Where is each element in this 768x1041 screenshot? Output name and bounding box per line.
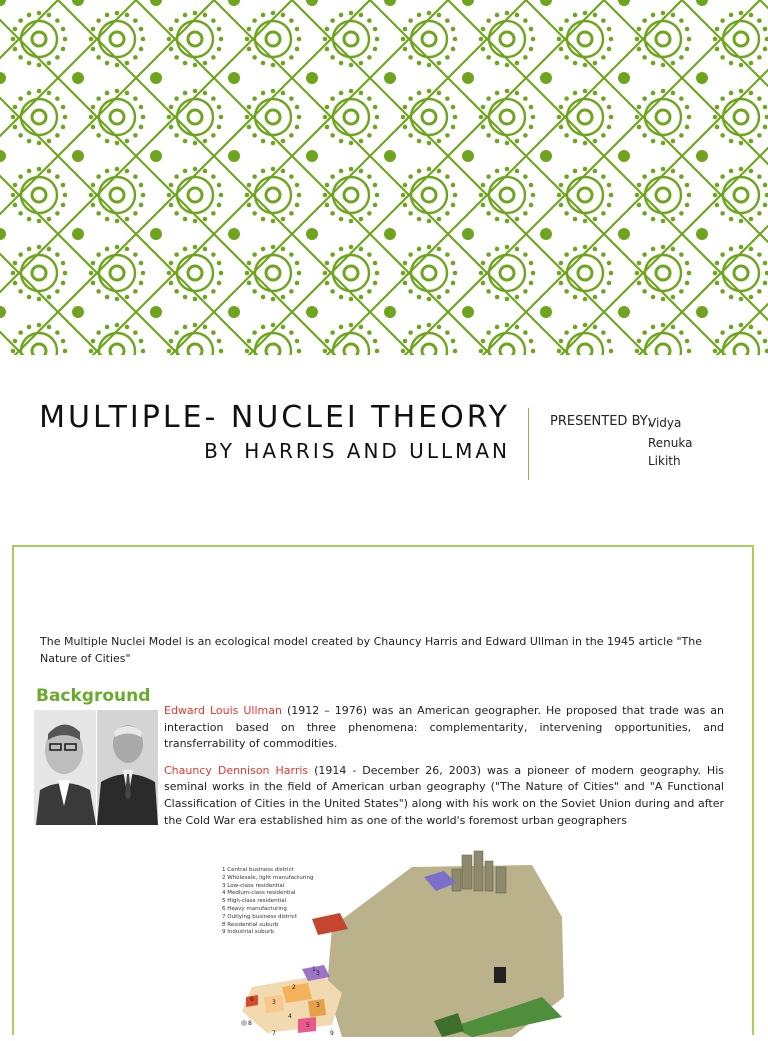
bio-ullman: [164, 703, 724, 753]
portrait-photo-icon: [34, 710, 96, 825]
legend-item: 9 Industrial suburb: [222, 929, 274, 936]
green-dotted-diamond-lattice-icon: [0, 0, 768, 355]
zone-diagram: [241, 965, 342, 1037]
person-name: Edward Louis Ullman: [164, 704, 282, 717]
presenter-name: Likith: [648, 454, 681, 468]
zone-number: 4: [288, 1013, 292, 1020]
background-text: [164, 703, 724, 839]
pattern-banner: [0, 0, 768, 355]
legend-item: 1 Central business district: [222, 867, 294, 873]
presenter-name: Renuka: [648, 436, 693, 450]
presenter-name: Vidya: [648, 416, 682, 430]
title-divider: [528, 408, 529, 480]
content-card: [12, 545, 754, 1035]
bio-harris: [164, 763, 724, 829]
bio-text: (1912 – 1976) was an American geographer. He proposed that trade was an interaction based on three phenomena: complementarity, intervening opportunities, and transferrability of commodities.: [164, 704, 724, 751]
zone-number: 5: [306, 1022, 310, 1029]
zone-number: 3: [316, 970, 320, 977]
map-legend: [222, 867, 313, 937]
portrait-harris: [97, 710, 158, 825]
bio-text: (1914 - December 26, 2003) was a pioneer of modern geography. His seminal works in the field of American urban geography ("The Nature of Cities" and "A Functional Classification of Cities in the United States") along with his work on the Soviet Union during and after the Cold War era established him as one of the world's foremost urban geographers: [164, 763, 724, 827]
title-block: [0, 400, 510, 466]
portrait-photos: [34, 710, 158, 825]
legend-item: 7 Outlying business district: [222, 913, 297, 920]
portrait-photo-icon: [97, 710, 158, 825]
person-name: Chauncy Dennison Harris: [164, 763, 309, 777]
zone-number: 6: [250, 996, 254, 1003]
page-subtitle: BY HARRIS AND ULLMAN: [204, 439, 510, 463]
zone-number: 2: [292, 984, 296, 991]
zone-number: 3: [272, 999, 276, 1006]
background-heading: Background: [36, 686, 151, 706]
legend-item: 2 Wholesale, light manufacturing: [222, 874, 314, 881]
zone-number: 8: [248, 1020, 252, 1027]
legend-item: 3 Low-class residential: [222, 882, 285, 889]
page-title: MULTIPLE- NUCLEI THEORY: [39, 400, 510, 435]
legend-item: 8 Residential suburb: [222, 921, 279, 928]
zone-number: 7: [272, 1030, 276, 1037]
zone-number: 1: [312, 966, 316, 973]
legend-item: 5 High-class residential: [222, 898, 287, 905]
multiple-nuclei-map: [212, 847, 572, 1037]
legend-item: 4 Medium-class residential: [222, 890, 296, 897]
intro-text: The Multiple Nuclei Model is an ecological model created by Chauncy Harris and Edward Ullman in the 1945 article "The Nature of Cities": [40, 635, 703, 665]
presenters-label: PRESENTED BY,: [550, 414, 652, 429]
portrait-ullman: [34, 710, 96, 825]
legend-item: 6 Heavy manufacturing: [222, 905, 287, 912]
zone-number: 3: [316, 1002, 320, 1009]
zone-number: 9: [330, 1030, 334, 1037]
